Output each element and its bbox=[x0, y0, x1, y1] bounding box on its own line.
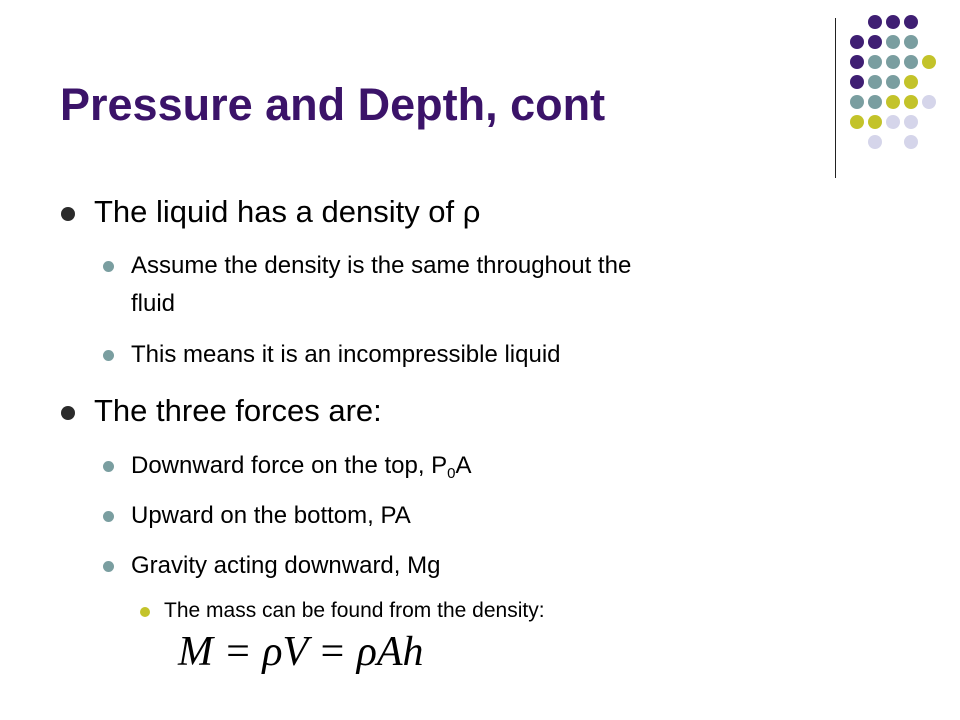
decorative-dot bbox=[886, 35, 900, 49]
bullet-marker bbox=[140, 607, 150, 617]
bullet-marker bbox=[61, 406, 75, 420]
slide-title: Pressure and Depth, cont bbox=[60, 79, 606, 130]
decorative-dot bbox=[868, 135, 882, 149]
decorative-dot bbox=[886, 15, 900, 29]
bullet-marker bbox=[103, 350, 114, 361]
mass-equation: M = ρV = ρAh bbox=[178, 629, 424, 675]
decorative-dot bbox=[904, 15, 918, 29]
bullet-marker bbox=[103, 261, 114, 272]
decorative-dot bbox=[868, 95, 882, 109]
bullet-marker bbox=[103, 511, 114, 522]
decorative-dot bbox=[886, 75, 900, 89]
bullet-assume-density: Assume the density is the same throughout the bbox=[131, 252, 632, 279]
bullet-downward-force bbox=[131, 452, 472, 482]
downward-force-text: Downward force on the top, P bbox=[131, 452, 448, 479]
decorative-dot bbox=[868, 55, 882, 69]
decorative-dot bbox=[850, 35, 864, 49]
decorative-dot bbox=[886, 115, 900, 129]
decorative-dot bbox=[886, 95, 900, 109]
decorative-dot bbox=[904, 115, 918, 129]
bullet-incompressible: This means it is an incompressible liquid bbox=[131, 341, 561, 368]
bullet-mass-from-density: The mass can be found from the density: bbox=[164, 599, 545, 622]
decorative-dot bbox=[868, 15, 882, 29]
bullet-marker bbox=[103, 461, 114, 472]
downward-force-text-end: A bbox=[455, 452, 472, 479]
decorative-dot bbox=[904, 135, 918, 149]
decorative-dot bbox=[868, 35, 882, 49]
divider-line bbox=[835, 18, 836, 178]
decorative-dot bbox=[904, 55, 918, 69]
subscript-zero: 0 bbox=[447, 465, 456, 482]
bullet-assume-density-continued: fluid bbox=[131, 290, 176, 317]
bullet-marker bbox=[103, 561, 114, 572]
decorative-dot bbox=[850, 55, 864, 69]
bullet-three-forces: The three forces are: bbox=[94, 393, 382, 428]
decorative-dot bbox=[886, 55, 900, 69]
decorative-dot bbox=[904, 35, 918, 49]
bullet-density: The liquid has a density of ρ bbox=[94, 194, 481, 229]
decorative-dot bbox=[850, 95, 864, 109]
bullet-gravity: Gravity acting downward, Mg bbox=[131, 552, 441, 579]
decorative-dot bbox=[922, 55, 936, 69]
bullet-upward-force: Upward on the bottom, PA bbox=[131, 502, 411, 529]
decorative-dot bbox=[868, 75, 882, 89]
decorative-dot bbox=[850, 75, 864, 89]
decorative-dot bbox=[904, 75, 918, 89]
decorative-dot bbox=[922, 95, 936, 109]
decorative-dot bbox=[904, 95, 918, 109]
bullet-marker bbox=[61, 207, 75, 221]
decorative-dot bbox=[868, 115, 882, 129]
decorative-dot bbox=[850, 115, 864, 129]
